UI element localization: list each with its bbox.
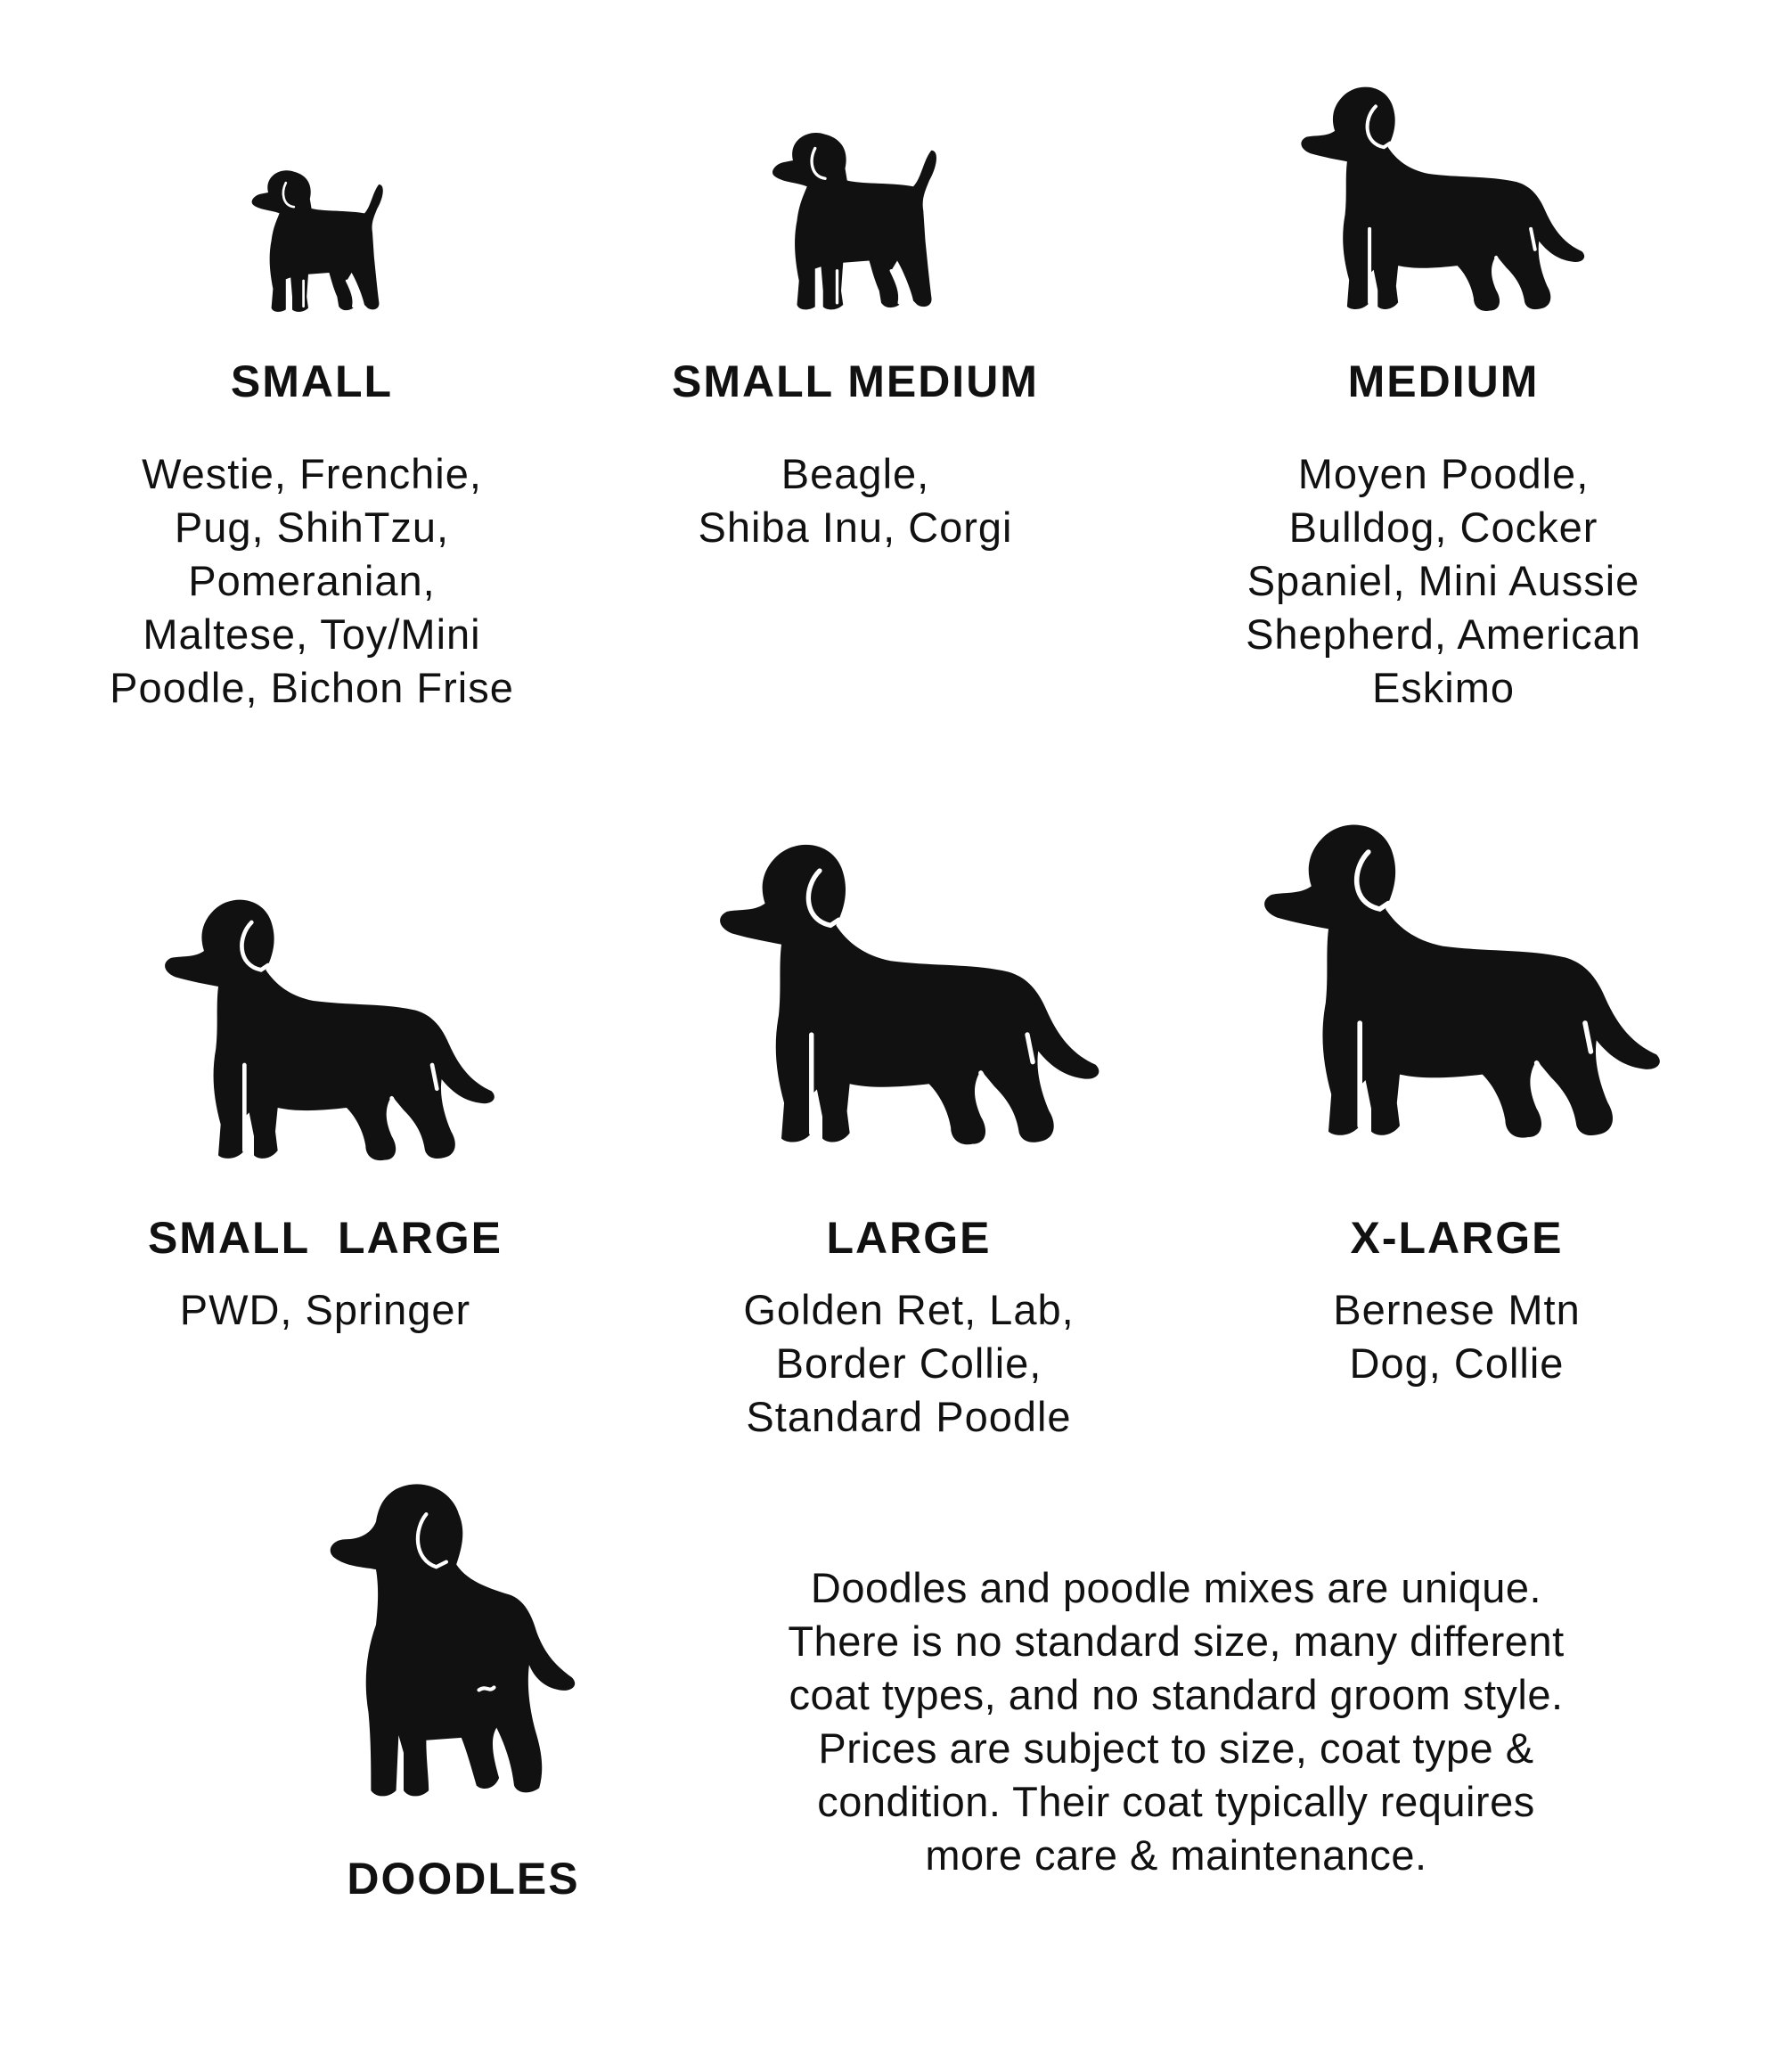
x-large-dog-icon <box>1243 789 1671 1172</box>
category-title-medium: MEDIUM <box>1347 356 1540 406</box>
small-medium-dog-icon <box>731 120 976 321</box>
large-dog-icon <box>699 815 1109 1172</box>
category-breeds-small: Westie, Frenchie, Pug, ShihTzu, Pomeranian, Maltese, Toy/Mini Poodle, Bichon Frise <box>110 450 514 711</box>
doodle-dog-icon <box>321 1475 597 1805</box>
category-title-small: SMALL <box>230 356 394 406</box>
category-title-large: LARGE <box>826 1213 992 1263</box>
category-title-small-large: SMALL LARGE <box>147 1213 503 1263</box>
category-title-small-medium: SMALL MEDIUM <box>672 356 1039 406</box>
category-breeds-small-large: PWD, Springer <box>179 1286 471 1333</box>
doodle-note: Doodles and poodle mixes are unique. There is no standard size, many different coat types, and no standard groom style. Prices are subject to size, coat type & condition. Their coat typically requires more care & maintenance. <box>788 1564 1565 1879</box>
small-large-dog-icon <box>138 887 512 1172</box>
category-breeds-large: Golden Ret, Lab, Border Collie, Standard Poodle <box>743 1286 1075 1440</box>
small-dog-icon <box>223 160 410 321</box>
category-title-doodles: DOODLES <box>347 1854 580 1904</box>
category-breeds-medium: Moyen Poodle, Bulldog, Cocker Spaniel, Mini Aussie Shepherd, American Eskimo <box>1246 450 1641 711</box>
category-breeds-small-medium: Beagle, Shiba Inu, Corgi <box>698 450 1013 551</box>
category-title-x-large: X-LARGE <box>1350 1213 1564 1263</box>
medium-dog-icon <box>1274 76 1604 321</box>
category-breeds-x-large: Bernese Mtn Dog, Collie <box>1333 1286 1581 1387</box>
